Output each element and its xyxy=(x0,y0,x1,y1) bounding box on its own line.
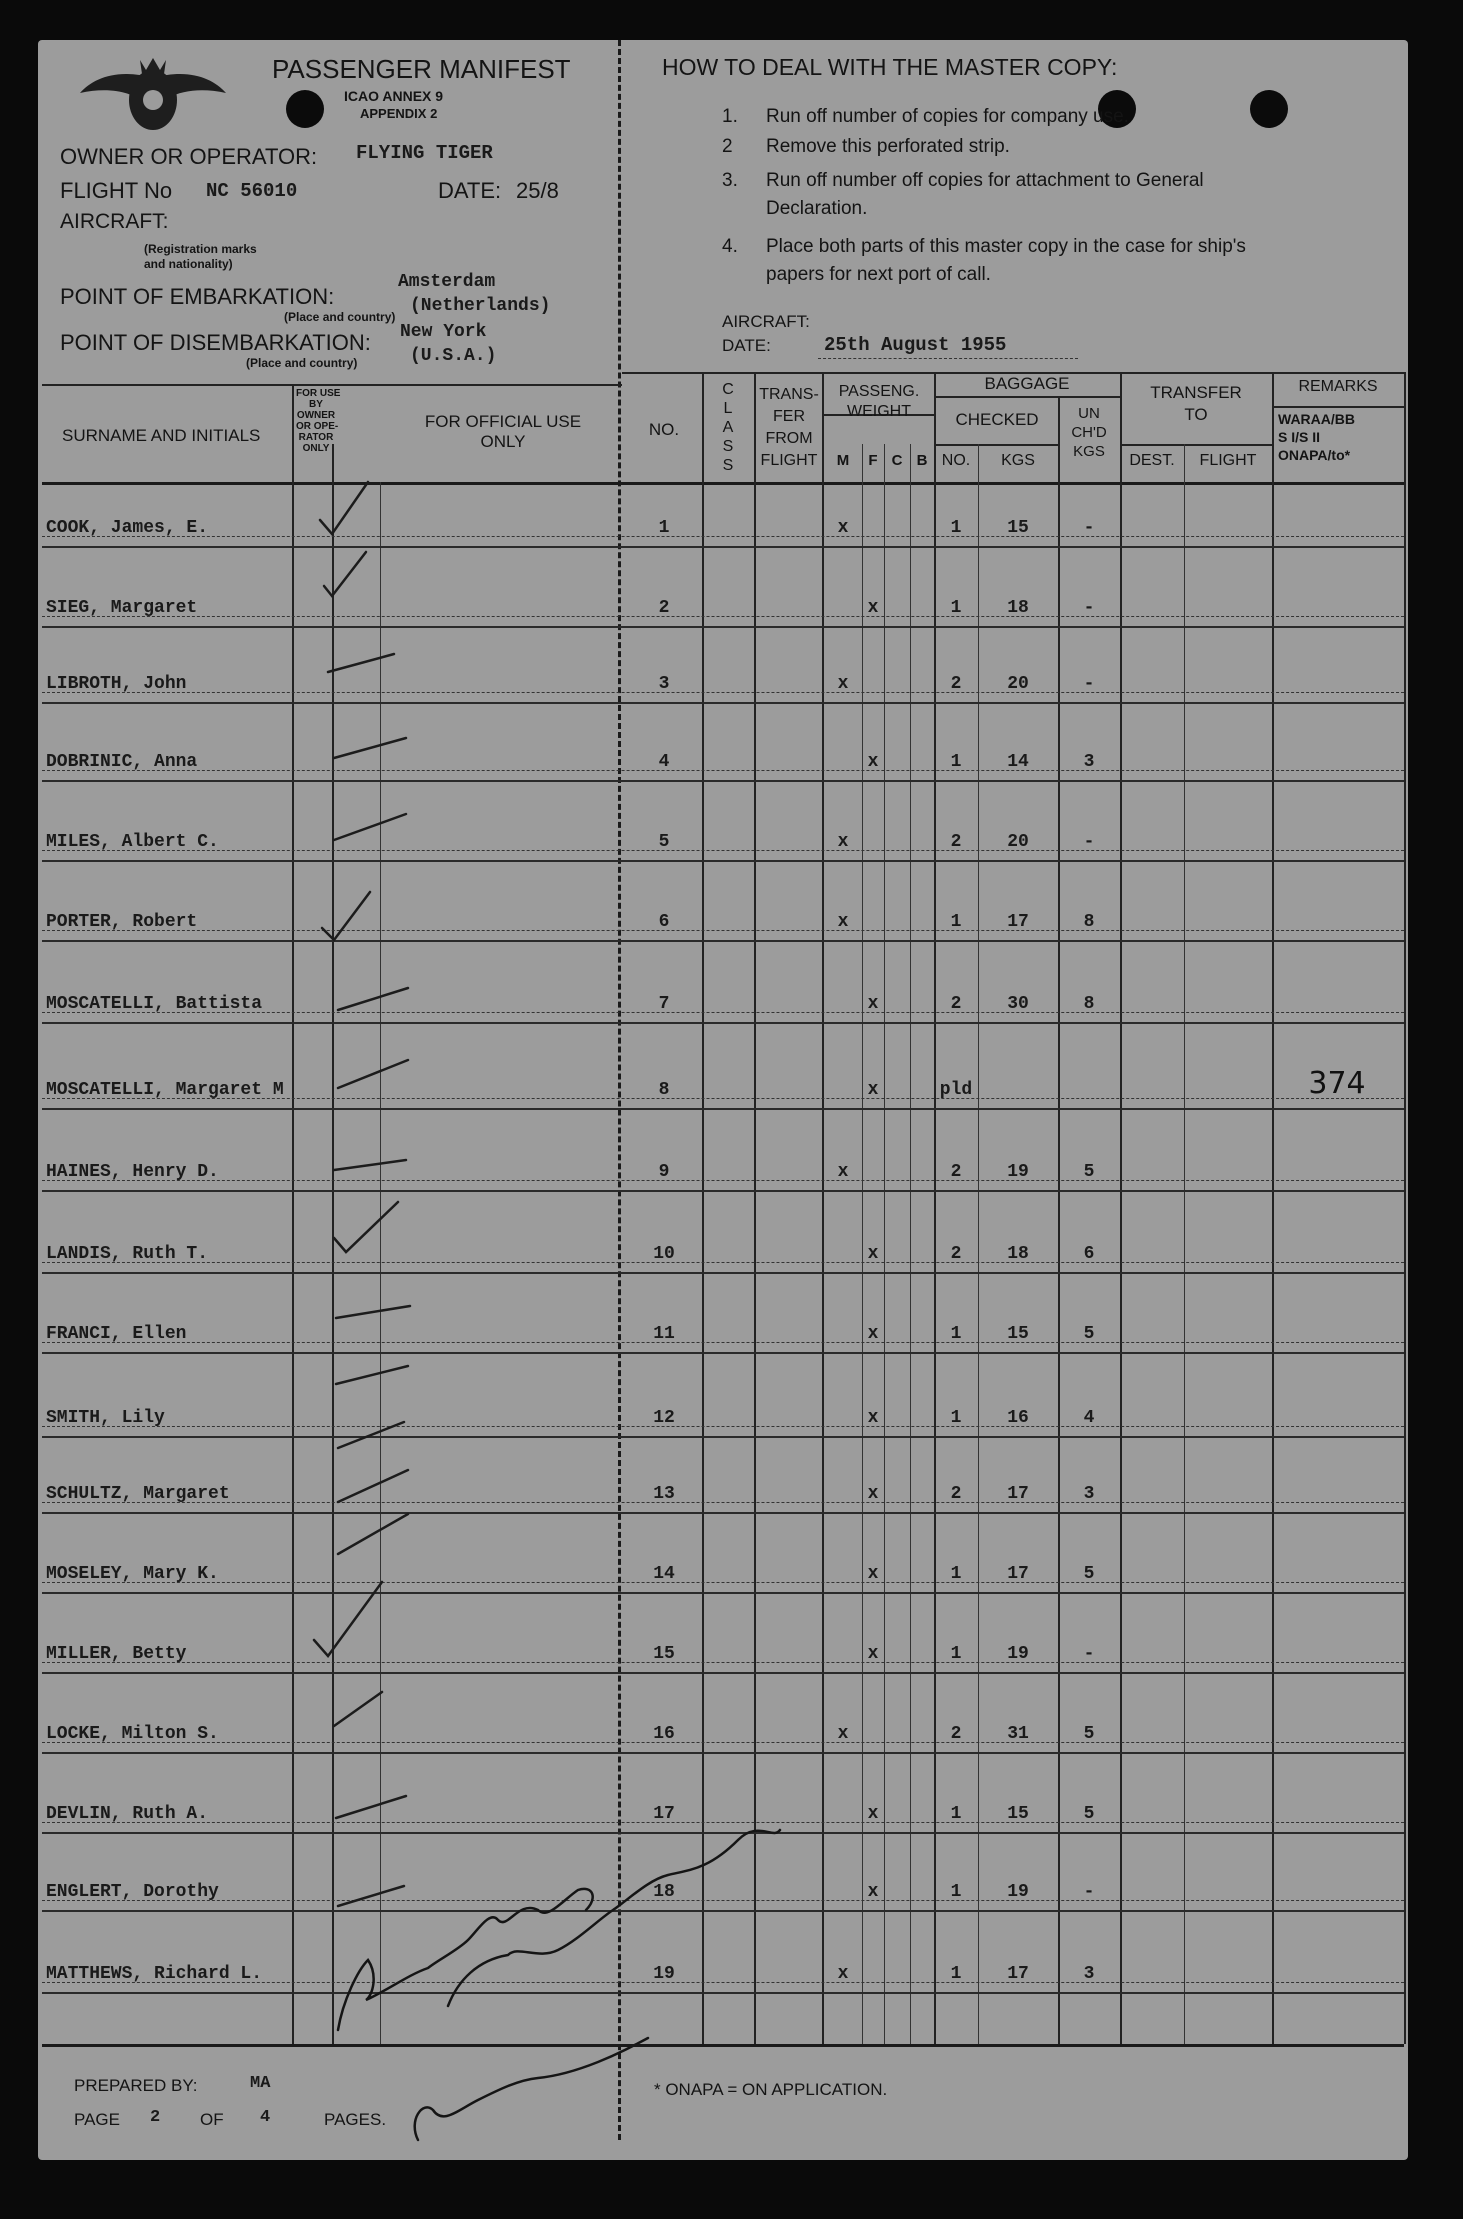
passenger-no: 2 xyxy=(658,598,670,618)
weight-m: x xyxy=(837,518,849,538)
baggage-no: 1 xyxy=(950,1644,962,1664)
instruction-text: Place both parts of this master copy in the case for ship's xyxy=(766,236,1246,257)
weight-f: x xyxy=(867,752,879,772)
passenger-no: 5 xyxy=(658,832,670,852)
baggage-no: 1 xyxy=(950,912,962,932)
baggage-kgs: 18 xyxy=(1007,598,1029,618)
baggage-no: 1 xyxy=(950,518,962,538)
embark-label: POINT OF EMBARKATION: xyxy=(60,284,335,309)
flight-value: NC 56010 xyxy=(206,180,298,202)
baggage-no: 1 xyxy=(950,752,962,772)
unchecked-kgs: 5 xyxy=(1083,1804,1095,1824)
col-bag-kgs: KGS xyxy=(1001,452,1035,469)
passenger-name: COOK, James, E. xyxy=(46,518,209,538)
baggage-kgs: 16 xyxy=(1007,1408,1029,1428)
col-checked: CHECKED xyxy=(955,410,1039,429)
weight-f: x xyxy=(867,598,879,618)
baggage-kgs: 14 xyxy=(1007,752,1029,772)
weight-m: x xyxy=(837,1964,849,1984)
weight-f: x xyxy=(867,1804,879,1824)
instruction-text: Declaration. xyxy=(766,198,868,219)
baggage-no: 2 xyxy=(950,1724,962,1744)
passenger-name: LOCKE, Milton S. xyxy=(46,1724,219,1744)
weight-f: x xyxy=(867,1324,879,1344)
baggage-no: 2 xyxy=(950,1484,962,1504)
baggage-kgs: 17 xyxy=(1007,1484,1029,1504)
col-flight: FLIGHT xyxy=(1199,452,1257,469)
weight-f: x xyxy=(867,994,879,1014)
col-f: F xyxy=(868,452,878,469)
passenger-name: MOSELEY, Mary K. xyxy=(46,1564,219,1584)
unchecked-kgs: - xyxy=(1083,598,1095,618)
baggage-kgs: 30 xyxy=(1007,994,1029,1014)
baggage-no: 1 xyxy=(950,1408,962,1428)
baggage-no: pld xyxy=(939,1080,973,1100)
baggage-no: 1 xyxy=(950,1324,962,1344)
col-class: C L A S S xyxy=(722,381,734,474)
of-value: 4 xyxy=(260,2108,271,2127)
col-transfer-to: TRANSFER TO xyxy=(1150,383,1242,424)
disembark-country: (U.S.A.) xyxy=(410,346,497,366)
signature-blanchard xyxy=(338,1889,593,2030)
unchecked-kgs: 3 xyxy=(1083,752,1095,772)
weight-m: x xyxy=(837,1724,849,1744)
manifest-sheet xyxy=(38,40,1408,2160)
col-unchecked: UN CH'D KGS xyxy=(1071,405,1107,460)
weight-m: x xyxy=(837,1162,849,1182)
col-passeng-weight: PASSENG. WEIGHT xyxy=(838,383,920,420)
baggage-no: 1 xyxy=(950,1882,962,1902)
col-remarks: REMARKS xyxy=(1298,378,1378,395)
baggage-kgs: 15 xyxy=(1007,1324,1029,1344)
col-for-use: FOR USE BY OWNER OR OPE- RATOR ONLY xyxy=(296,388,341,454)
col-remarks-codes: WARAA/BB S I/S II ONAPA/to* xyxy=(1278,411,1355,463)
appendix: APPENDIX 2 xyxy=(360,106,438,121)
weight-m: x xyxy=(837,912,849,932)
instructions-date-label: DATE: xyxy=(722,336,771,355)
unchecked-kgs: 8 xyxy=(1083,994,1095,1014)
passenger-no: 13 xyxy=(653,1484,675,1504)
weight-f: x xyxy=(867,1408,879,1428)
col-c: C xyxy=(891,452,903,469)
passenger-no: 1 xyxy=(658,518,670,538)
weight-m: x xyxy=(837,674,849,694)
date-label: DATE: xyxy=(438,178,502,203)
instruction-number: 2 xyxy=(722,136,733,157)
passenger-no: 14 xyxy=(653,1564,675,1584)
unchecked-kgs: 5 xyxy=(1083,1162,1095,1182)
instruction-number: 3. xyxy=(722,170,738,191)
unchecked-kgs: 5 xyxy=(1083,1564,1095,1584)
passenger-no: 11 xyxy=(653,1324,675,1344)
baggage-kgs: 20 xyxy=(1007,674,1029,694)
flight-label: FLIGHT No xyxy=(60,178,173,203)
passenger-no: 18 xyxy=(653,1882,675,1902)
of-label: OF xyxy=(200,2110,224,2129)
embark-note: (Place and country) xyxy=(284,310,396,324)
passenger-name: HAINES, Henry D. xyxy=(46,1162,219,1182)
passenger-no: 8 xyxy=(658,1080,670,1100)
remark-value: 374 xyxy=(1308,1066,1366,1101)
weight-f: x xyxy=(867,1244,879,1264)
col-m: M xyxy=(836,452,850,469)
col-baggage: BAGGAGE xyxy=(984,374,1070,393)
passenger-no: 9 xyxy=(658,1162,670,1182)
baggage-no: 1 xyxy=(950,1564,962,1584)
col-dest: DEST. xyxy=(1129,452,1175,469)
instructions-title: HOW TO DEAL WITH THE MASTER COPY: xyxy=(662,54,1118,80)
weight-m: x xyxy=(837,832,849,852)
weight-f: x xyxy=(867,1080,879,1100)
baggage-kgs: 17 xyxy=(1007,1964,1029,1984)
baggage-no: 2 xyxy=(950,1162,962,1182)
baggage-kgs: 15 xyxy=(1007,1804,1029,1824)
instruction-number: 1. xyxy=(722,106,738,127)
baggage-no: 2 xyxy=(950,1244,962,1264)
weight-f: x xyxy=(867,1644,879,1664)
registration-note: (Registration marks xyxy=(144,242,257,256)
passenger-no: 12 xyxy=(653,1408,675,1428)
passenger-name: DOBRINIC, Anna xyxy=(46,752,198,772)
disembark-note: (Place and country) xyxy=(246,356,358,370)
passenger-no: 4 xyxy=(658,752,670,772)
instruction-text: Remove this perforated strip. xyxy=(766,136,1010,157)
passenger-name: PORTER, Robert xyxy=(46,912,198,932)
baggage-kgs: 31 xyxy=(1007,1724,1029,1744)
instruction-text: Run off number of copies for company use. xyxy=(766,106,1129,127)
passenger-no: 19 xyxy=(653,1964,675,1984)
prepared-value: MA xyxy=(250,2074,271,2093)
pages-label: PAGES. xyxy=(324,2110,387,2129)
instruction-text: papers for next port of call. xyxy=(766,264,991,285)
unchecked-kgs: 3 xyxy=(1083,1964,1095,1984)
unchecked-kgs: 5 xyxy=(1083,1324,1095,1344)
baggage-kgs: 15 xyxy=(1007,518,1029,538)
unchecked-kgs: - xyxy=(1083,1882,1095,1902)
passenger-name: MOSCATELLI, Battista xyxy=(46,994,263,1014)
col-b: B xyxy=(916,452,928,469)
passenger-no: 10 xyxy=(653,1244,675,1264)
baggage-no: 1 xyxy=(950,1964,962,1984)
unchecked-kgs: - xyxy=(1083,1644,1095,1664)
unchecked-kgs: - xyxy=(1083,832,1095,852)
passenger-name: FRANCI, Ellen xyxy=(46,1324,187,1344)
instructions-date-value: 25th August 1955 xyxy=(824,334,1007,356)
baggage-no: 1 xyxy=(950,598,962,618)
embark-country: (Netherlands) xyxy=(410,296,551,316)
registration-note: and nationality) xyxy=(144,257,233,271)
unchecked-kgs: 5 xyxy=(1083,1724,1095,1744)
baggage-kgs: 19 xyxy=(1007,1162,1029,1182)
signature-locke xyxy=(415,2038,648,2140)
passenger-name: MATTHEWS, Richard L. xyxy=(46,1964,263,1984)
col-surname: SURNAME AND INITIALS xyxy=(62,426,261,445)
instruction-number: 4. xyxy=(722,236,738,257)
passenger-no: 15 xyxy=(653,1644,675,1664)
col-no: NO. xyxy=(648,420,680,439)
baggage-kgs: 17 xyxy=(1007,912,1029,932)
unchecked-kgs: - xyxy=(1083,674,1095,694)
baggage-kgs: 17 xyxy=(1007,1564,1029,1584)
unchecked-kgs: - xyxy=(1083,518,1095,538)
date-value: 25/8 xyxy=(516,178,559,203)
embark-city: Amsterdam xyxy=(398,272,496,292)
passenger-name: DEVLIN, Ruth A. xyxy=(46,1804,209,1824)
unchecked-kgs: 6 xyxy=(1083,1244,1095,1264)
footnote: * ONAPA = ON APPLICATION. xyxy=(654,2080,888,2099)
passenger-no: 7 xyxy=(658,994,670,1014)
weight-f: x xyxy=(867,1882,879,1902)
passenger-name: SMITH, Lily xyxy=(46,1408,165,1428)
passenger-name: SIEG, Margaret xyxy=(46,598,198,618)
instructions-aircraft-label: AIRCRAFT: xyxy=(722,312,810,331)
weight-f: x xyxy=(867,1564,879,1584)
page-value: 2 xyxy=(150,2108,161,2127)
baggage-kgs: 18 xyxy=(1007,1244,1029,1264)
check-marks-overlay xyxy=(38,40,1408,2160)
prepared-label: PREPARED BY: xyxy=(74,2076,198,2095)
instruction-text: Run off number off copies for attachment to General xyxy=(766,170,1204,191)
col-bag-no: NO. xyxy=(941,452,971,469)
page-label: PAGE xyxy=(74,2110,120,2129)
col-official: FOR OFFICIAL USE ONLY xyxy=(424,412,582,451)
aircraft-label: AIRCRAFT: xyxy=(60,210,169,233)
baggage-kgs: 20 xyxy=(1007,832,1029,852)
weight-f: x xyxy=(867,1484,879,1504)
baggage-kgs: 19 xyxy=(1007,1882,1029,1902)
unchecked-kgs: 3 xyxy=(1083,1484,1095,1504)
passenger-no: 17 xyxy=(653,1804,675,1824)
baggage-kgs: 19 xyxy=(1007,1644,1029,1664)
owner-label: OWNER OR OPERATOR: xyxy=(60,144,318,169)
footer-line xyxy=(42,2044,1404,2047)
passenger-name: LANDIS, Ruth T. xyxy=(46,1244,209,1264)
passenger-name: SCHULTZ, Margaret xyxy=(46,1484,230,1504)
baggage-no: 2 xyxy=(950,674,962,694)
passenger-no: 16 xyxy=(653,1724,675,1744)
passenger-name: MILLER, Betty xyxy=(46,1644,187,1664)
owner-value: FLYING TIGER xyxy=(356,142,493,164)
manifest-title: PASSENGER MANIFEST xyxy=(272,54,571,84)
icao-annex: ICAO ANNEX 9 xyxy=(344,88,444,104)
passenger-name: MOSCATELLI, Margaret M xyxy=(46,1080,284,1100)
passenger-name: LIBROTH, John xyxy=(46,674,187,694)
baggage-no: 2 xyxy=(950,994,962,1014)
passenger-no: 6 xyxy=(658,912,670,932)
disembark-label: POINT OF DISEMBARKATION: xyxy=(60,330,371,355)
baggage-no: 1 xyxy=(950,1804,962,1824)
disembark-city: New York xyxy=(400,322,487,342)
baggage-no: 2 xyxy=(950,832,962,852)
passenger-no: 3 xyxy=(658,674,670,694)
unchecked-kgs: 8 xyxy=(1083,912,1095,932)
unchecked-kgs: 4 xyxy=(1083,1408,1095,1428)
passenger-name: ENGLERT, Dorothy xyxy=(46,1882,219,1902)
col-transfer-from: TRANS- FER FROM FLIGHT xyxy=(759,386,819,469)
passenger-name: MILES, Albert C. xyxy=(46,832,219,852)
